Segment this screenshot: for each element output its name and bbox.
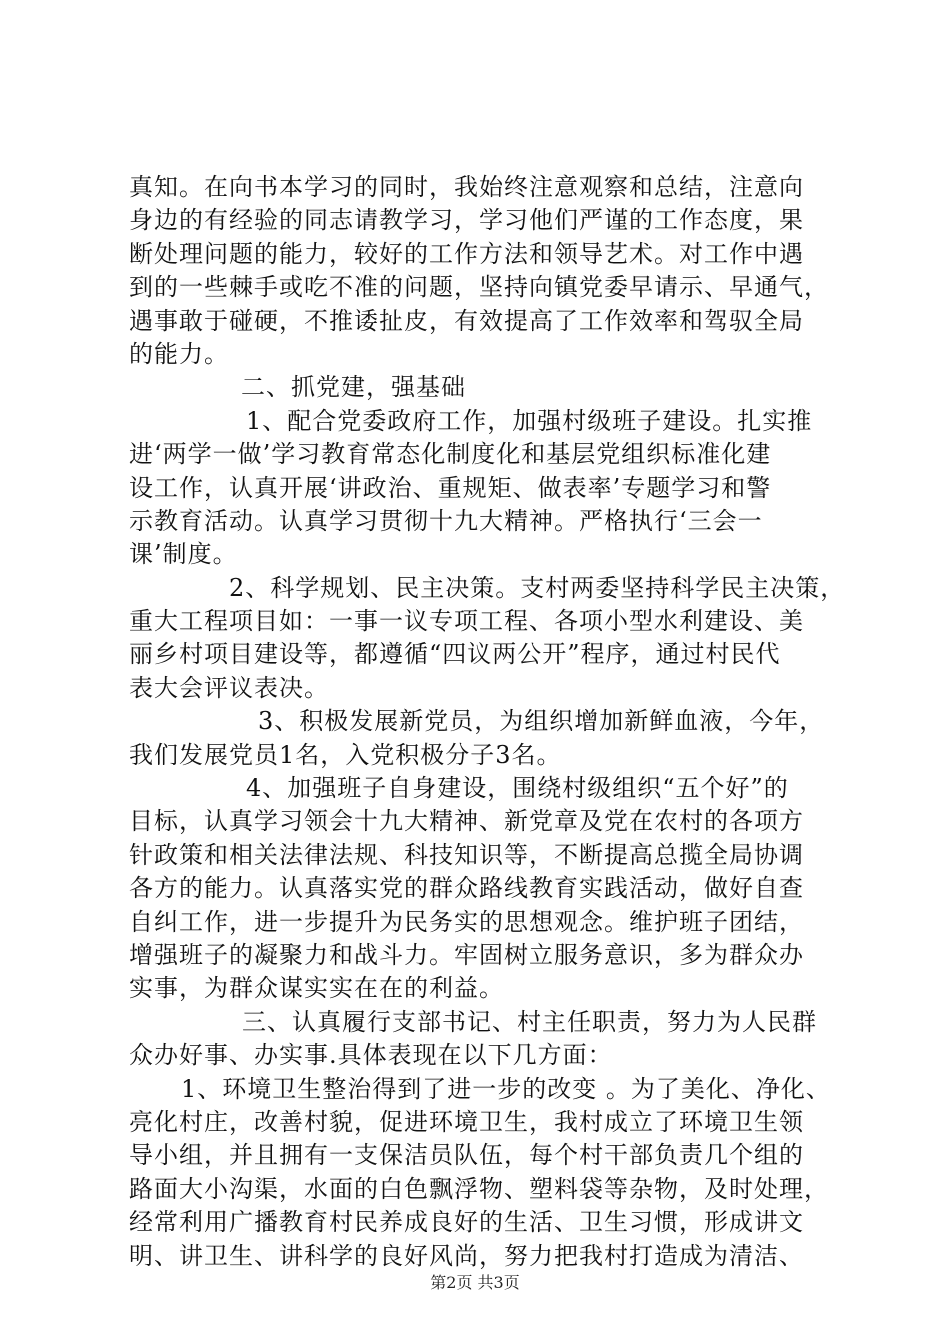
body-line: 1、环境卫生整治得到了进一步的改变 。为了美化、净化、	[181, 1074, 831, 1103]
body-line: 自纠工作，进一步提升为民务实的思想观念。维护班子团结，	[129, 907, 804, 936]
body-line: 3、积极发展新党员，为组织增加新鲜血液，今年，	[258, 707, 825, 736]
body-line: 我们发展党员1名，入党积极分子3名。	[129, 740, 562, 769]
body-line: 经常利用广播教育村民养成良好的生活、卫生习惯，形成讲文	[129, 1208, 804, 1237]
body-line: 的能力。	[129, 339, 229, 368]
body-line: 目标，认真学习领会十九大精神、新党章及党在农村的各项方	[129, 807, 804, 836]
body-line: 4、加强班子自身建设，围绕村级组织“五个好”的	[246, 774, 789, 803]
body-line: 亮化村庄，改善村貌，促进环境卫生，我村成立了环境卫生领	[129, 1107, 804, 1136]
body-line: 到的一些棘手或吃不准的问题，坚持向镇党委早请示、早通气，	[129, 273, 829, 302]
body-line: 遇事敢于碰硬，不推诿扯皮，有效提高了工作效率和驾驭全局	[129, 306, 804, 335]
body-line: 2、科学规划、民主决策。支村两委坚持科学民主决策，	[229, 573, 846, 602]
body-line: 导小组，并且拥有一支保洁员队伍，每个村干部负责几个组的	[129, 1141, 804, 1170]
section-heading: 三、认真履行支部书记、村主任职责，努力为人民群	[242, 1007, 817, 1036]
body-line: 表大会评议表决。	[129, 673, 329, 702]
page-number-footer: 第2页 共3页	[430, 1273, 520, 1292]
body-line: 断处理问题的能力，较好的工作方法和领导艺术。对工作中遇	[129, 239, 804, 268]
body-line: 身边的有经验的同志请教学习，学习他们严谨的工作态度，果	[129, 206, 804, 235]
body-line: 增强班子的凝聚力和战斗力。牢固树立服务意识，多为群众办	[129, 940, 804, 969]
body-line: 设工作，认真开展‘讲政治、重规矩、做表率’专题学习和警	[129, 473, 772, 502]
body-line: 重大工程项目如：一事一议专项工程、各项小型水利建设、美	[129, 607, 804, 636]
body-line: 1、配合党委政府工作，加强村级班子建设。扎实推	[246, 406, 813, 435]
body-line: 进‘两学一做’学习教育常态化制度化和基层党组织标准化建	[129, 440, 772, 469]
document-body	[129, 171, 846, 1273]
body-line: 针政策和相关法律法规、科技知识等，不断提高总揽全局协调	[129, 840, 804, 869]
section-heading: 二、抓党建，强基础	[241, 373, 466, 402]
body-line: 课’制度。	[129, 540, 238, 569]
body-line: 路面大小沟渠，水面的白色飘浮物、塑料袋等杂物，及时处理，	[129, 1174, 829, 1203]
body-line: 各方的能力。认真落实党的群众路线教育实践活动，做好自查	[129, 874, 804, 903]
body-line: 实事，为群众谋实实在在的利益。	[129, 974, 504, 1003]
body-line: 丽乡村项目建设等，都遵循“四议两公开”程序，通过村民代	[129, 640, 781, 669]
body-line: 真知。在向书本学习的同时，我始终注意观察和总结，注意向	[129, 173, 804, 201]
body-line: 众办好事、办实事.具体表现在以下几方面：	[129, 1041, 613, 1070]
body-line: 示教育活动。认真学习贯彻十九大精神。严格执行‘三会一	[129, 506, 763, 535]
body-line: 明、讲卫生、讲科学的良好风尚，努力把我村打造成为清洁、	[129, 1241, 804, 1270]
